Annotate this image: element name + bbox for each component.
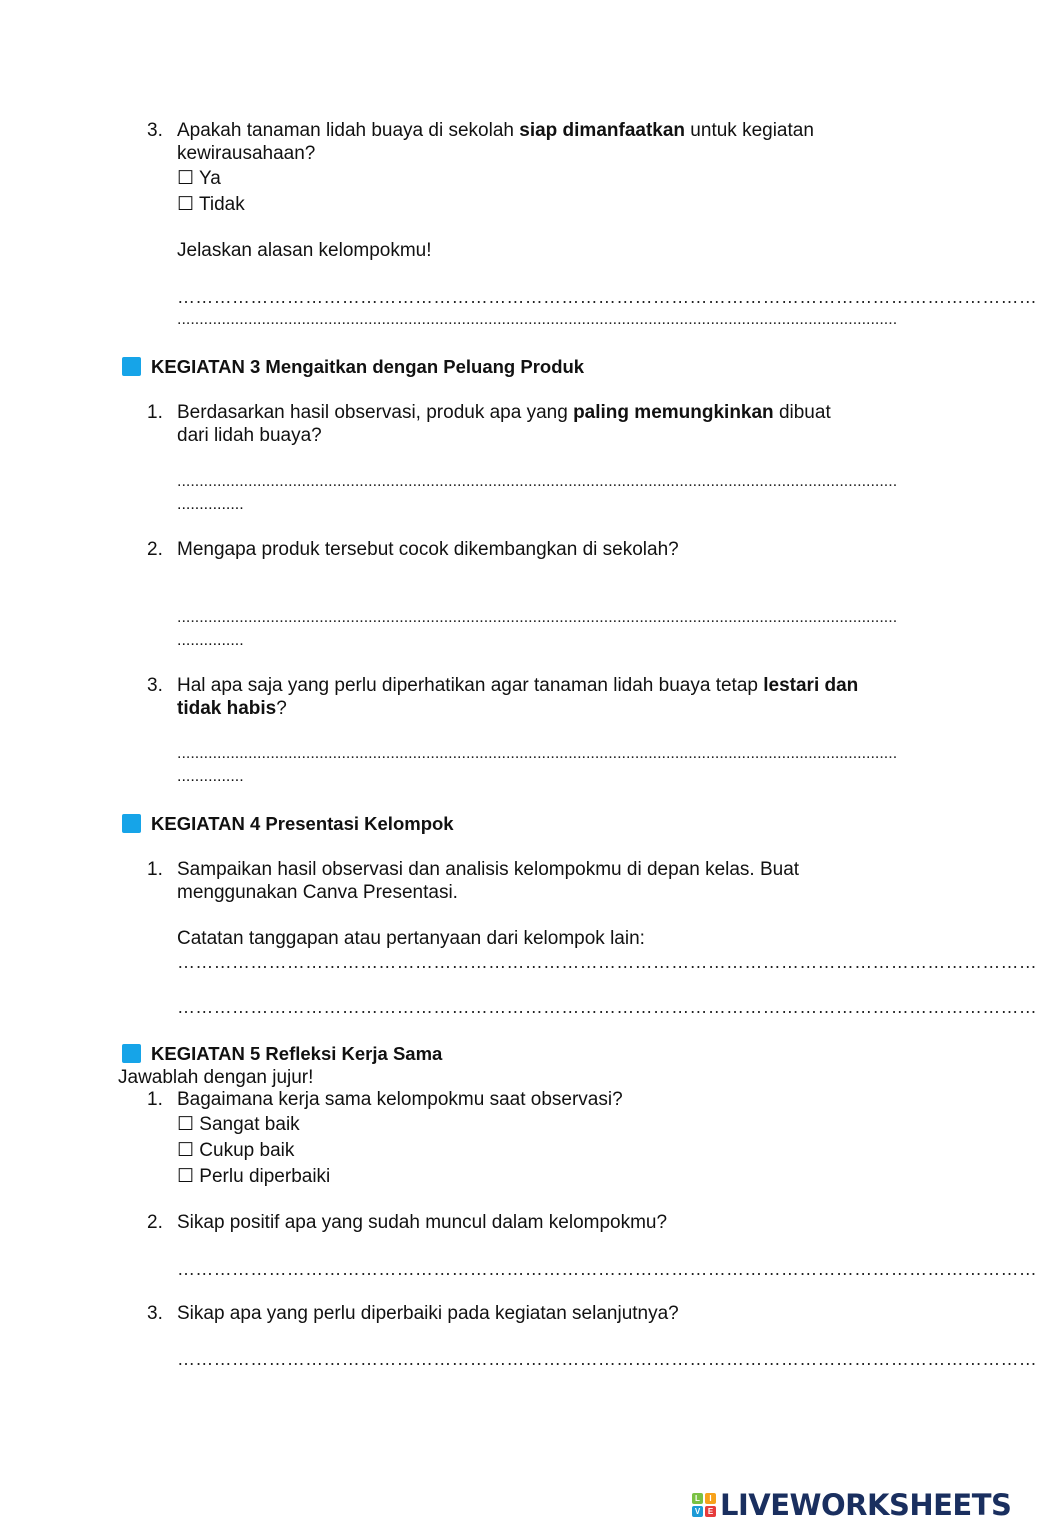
question-text-part: dibuat (773, 402, 831, 423)
question-text (177, 119, 814, 142)
question-number: 1. (147, 859, 163, 880)
question-text-bold: tidak habis (177, 698, 277, 719)
answer-line[interactable]: .................................................................................................................................................................. (177, 745, 898, 762)
section-heading-kegiatan-4: KEGIATAN 4 Presentasi Kelompok (151, 813, 454, 834)
question-text: Sikap positif apa yang sudah muncul dalam kelompokmu? (177, 1212, 668, 1233)
logo-text: LIVEWORKSHEETS (720, 1488, 1012, 1522)
question-text-line2: dari lidah buaya? (177, 425, 322, 446)
answer-line[interactable]: .................................................................................................................................................................. (177, 473, 898, 490)
question-text: Mengapa produk tersebut cocok dikembangkan di sekolah? (177, 539, 679, 560)
question-text-part: untuk kegiatan (685, 120, 814, 141)
question-text-line2: kewirausahaan? (177, 143, 316, 164)
question-number: 1. (147, 402, 163, 423)
question-text-part: ? (276, 698, 287, 719)
answer-prompt: Jelaskan alasan kelompokmu! (177, 240, 432, 261)
answer-line-short[interactable]: ............... (177, 632, 244, 649)
answer-line[interactable]: …………………………………………………………………………………………………………………………… (177, 1259, 1037, 1279)
instruction-text: Jawablah dengan jujur! (118, 1067, 314, 1088)
section-bullet-icon (122, 1044, 141, 1063)
question-text-line2 (177, 697, 287, 720)
question-number: 2. (147, 1212, 163, 1233)
question-text (177, 401, 831, 424)
logo-mark-tile: V (692, 1506, 703, 1517)
answer-line[interactable]: …………………………………………………………………………………………………………………………… (177, 1349, 1037, 1369)
answer-prompt: Catatan tanggapan atau pertanyaan dari kelompok lain: (177, 928, 645, 949)
question-number: 3. (147, 1303, 163, 1324)
question-text-line2: menggunakan Canva Presentasi. (177, 882, 458, 903)
question-text-bold: paling memungkinkan (573, 402, 774, 423)
question-text: Sikap apa yang perlu diperbaiki pada kegiatan selanjutnya? (177, 1303, 679, 1324)
answer-line[interactable]: .................................................................................................................................................................. (177, 609, 898, 626)
answer-line[interactable]: .................................................................................................................................................................. (177, 311, 898, 328)
checkbox-option-ya[interactable]: ☐ Ya (177, 168, 221, 189)
answer-line[interactable]: …………………………………………………………………………………………………………………………… (177, 287, 1037, 307)
answer-line-short[interactable]: ............... (177, 496, 244, 513)
question-number: 1. (147, 1089, 163, 1110)
question-text-bold: siap dimanfaatkan (519, 120, 686, 141)
question-text-part: Hal apa saja yang perlu diperhatikan agar tanaman lidah buaya tetap (177, 675, 764, 696)
logo-mark-icon (692, 1493, 716, 1517)
question-text-part: Apakah tanaman lidah buaya di sekolah (177, 120, 520, 141)
question-text: Sampaikan hasil observasi dan analisis kelompokmu di depan kelas. Buat (177, 859, 800, 880)
question-number: 2. (147, 539, 163, 560)
question-text-bold: lestari dan (763, 675, 859, 696)
section-bullet-icon (122, 814, 141, 833)
question-text: Bagaimana kerja sama kelompokmu saat observasi? (177, 1089, 623, 1110)
section-bullet-icon (122, 357, 141, 376)
question-text (177, 674, 858, 697)
answer-line[interactable]: …………………………………………………………………………………………………………………………… (177, 952, 1037, 972)
answer-line-short[interactable]: ............... (177, 768, 244, 785)
logo-mark-tile: E (705, 1506, 716, 1517)
logo-mark-tile: L (692, 1493, 703, 1504)
question-number: 3. (147, 675, 163, 696)
answer-line[interactable]: …………………………………………………………………………………………………………………………… (177, 997, 1037, 1017)
logo-mark-tile: I (705, 1493, 716, 1504)
checkbox-option-sangat-baik[interactable]: ☐ Sangat baik (177, 1114, 300, 1135)
liveworksheets-logo (692, 1488, 1011, 1522)
checkbox-option-cukup-baik[interactable]: ☐ Cukup baik (177, 1140, 295, 1161)
question-number: 3. (147, 120, 163, 141)
question-text-part: Berdasarkan hasil observasi, produk apa yang (177, 402, 574, 423)
section-heading-kegiatan-5: KEGIATAN 5 Refleksi Kerja Sama (151, 1043, 443, 1064)
checkbox-option-tidak[interactable]: ☐ Tidak (177, 194, 245, 215)
checkbox-option-perlu-diperbaiki[interactable]: ☐ Perlu diperbaiki (177, 1166, 331, 1187)
section-heading-kegiatan-3: KEGIATAN 3 Mengaitkan dengan Peluang Produk (151, 356, 585, 377)
